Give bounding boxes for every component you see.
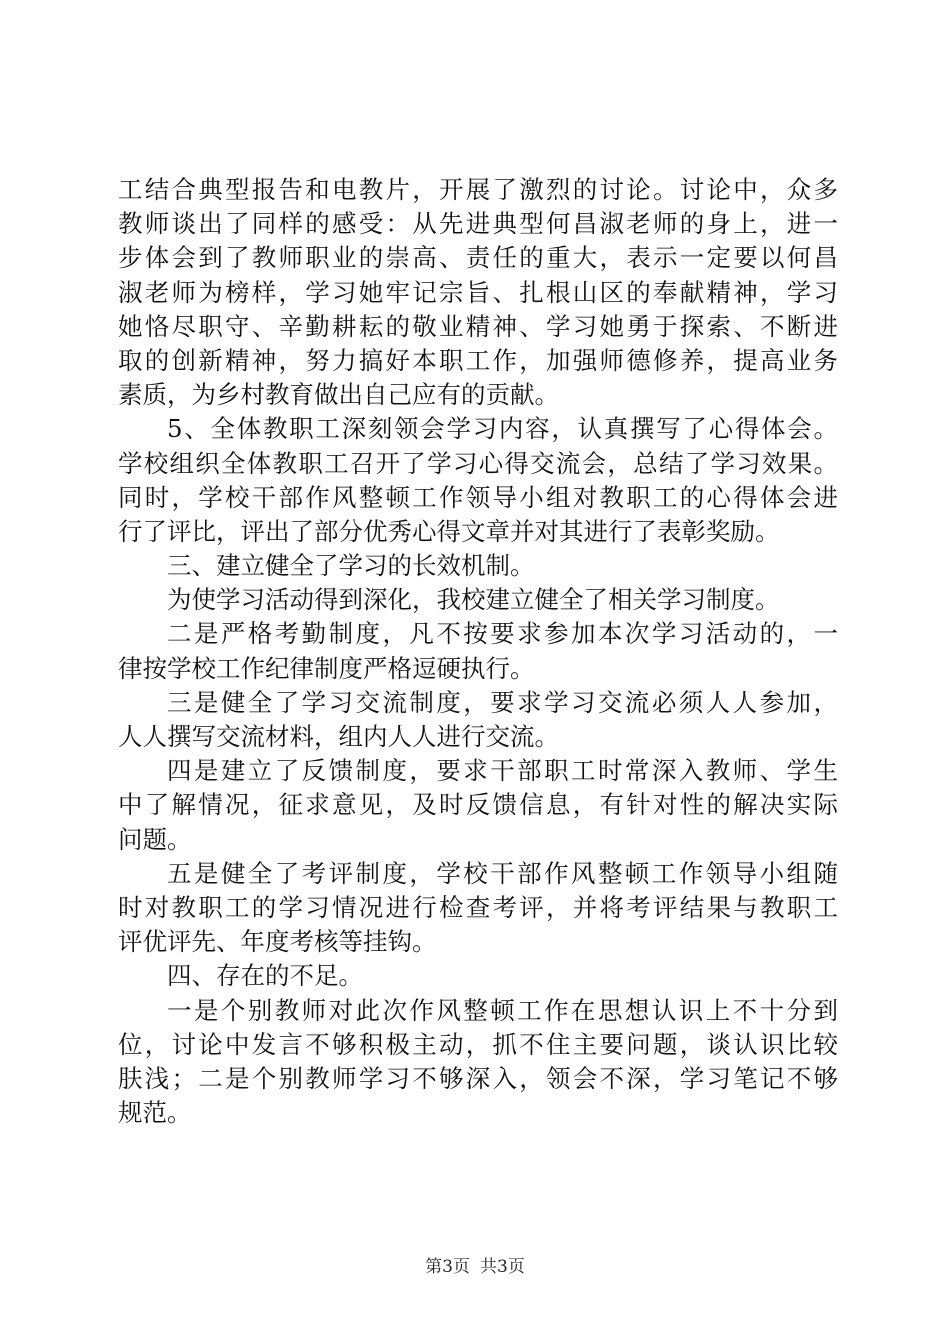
text-line: 一是个别教师对此次作风整顿工作在思想认识上不十分到 (167, 995, 838, 1025)
document-body (118, 173, 838, 1130)
text-line: 行了评比，评出了部分优秀心得文章并对其进行了表彰奖励。 (118, 516, 780, 546)
text-line: 淑老师为榜样，学习她牢记宗旨、扎根山区的奉献精神，学习 (118, 277, 838, 307)
page-total: 共3页 (480, 1257, 525, 1277)
text-line: 问题。 (118, 824, 192, 854)
text-line: 四、存在的不足。 (167, 961, 363, 991)
text-line: 同时，学校干部作风整顿工作领导小组对教职工的心得体会进 (118, 482, 838, 512)
text-line: 肤浅；二是个别教师学习不够深入，领会不深，学习笔记不够 (118, 1063, 838, 1093)
page-number: 第3页 (425, 1257, 470, 1277)
text-line: 学校组织全体教职工召开了学习心得交流会，总结了学习效果。 (118, 448, 838, 478)
text-line: 三是健全了学习交流制度，要求学习交流必须人人参加， (167, 687, 838, 717)
text-line: 她恪尽职守、辛勤耕耘的敬业精神、学习她勇于探索、不断进 (118, 311, 838, 341)
text-line: 5、全体教职工深刻领会学习内容，认真撰写了心得体会。 (167, 414, 838, 444)
text-line: 位，讨论中发言不够积极主动，抓不住主要问题，谈认识比较 (118, 1029, 838, 1059)
text-line: 五是健全了考评制度，学校干部作风整顿工作领导小组随 (167, 858, 838, 888)
text-line: 规范。 (118, 1098, 192, 1128)
text-line: 二是严格考勤制度，凡不按要求参加本次学习活动的，一 (167, 619, 838, 649)
text-line: 四是建立了反馈制度，要求干部职工时常深入教师、学生 (167, 756, 838, 786)
page-footer (0, 1252, 950, 1277)
text-line: 三、建立健全了学习的长效机制。 (167, 551, 535, 581)
text-line: 中了解情况，征求意见，及时反馈信息，有针对性的解决实际 (118, 790, 838, 820)
text-line: 人人撰写交流材料，组内人人进行交流。 (118, 722, 559, 751)
text-line: 为使学习活动得到深化，我校建立健全了相关学习制度。 (167, 585, 780, 615)
text-line: 教师谈出了同样的感受：从先进典型何昌淑老师的身上，进一 (118, 209, 838, 239)
text-line: 律按学校工作纪律制度严格逗硬执行。 (118, 653, 535, 683)
text-line: 取的创新精神，努力搞好本职工作，加强师德修养，提高业务 (118, 345, 838, 375)
text-line: 评优评先、年度考核等挂钩。 (118, 927, 437, 957)
text-line: 时对教职工的学习情况进行检查考评，并将考评结果与教职工 (118, 892, 838, 922)
text-line: 步体会到了教师职业的崇高、责任的重大，表示一定要以何昌 (118, 243, 838, 273)
text-line: 素质，为乡村教育做出自己应有的贡献。 (118, 380, 559, 410)
text-line: 工结合典型报告和电教片，开展了激烈的讨论。讨论中，众多 (118, 175, 838, 204)
